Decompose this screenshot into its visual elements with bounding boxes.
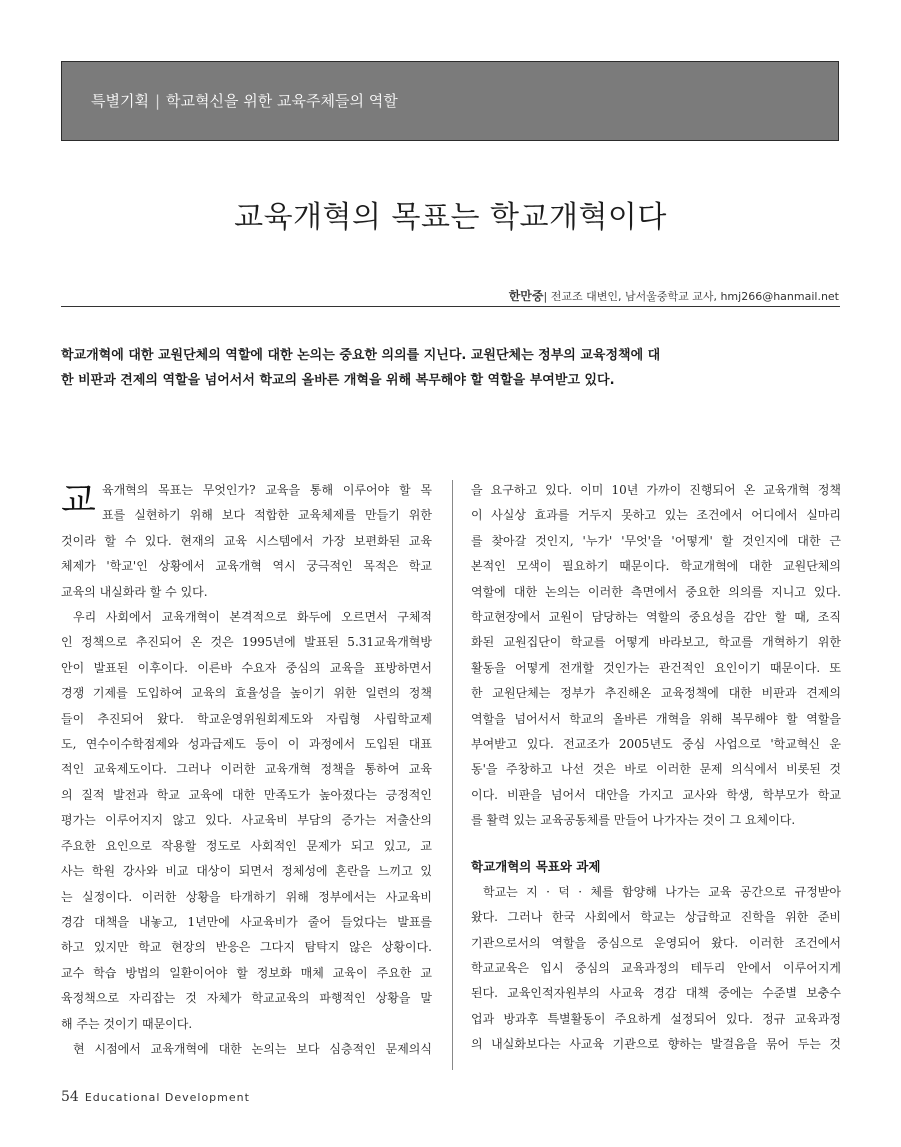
article-title: 교육개혁의 목표는 학교개혁이다: [234, 200, 667, 235]
banner-separator: |: [154, 92, 161, 110]
body-line: 역할에 대한 논의는 이러한 측면에서 중요한 의의를 지니고 있다.: [471, 584, 841, 599]
body-line: 학교현장에서 교원이 담당하는 역할의 중요성을 감안 할 때, 조직: [471, 610, 841, 625]
body-line: 교육의 내실화라 할 수 있다.: [61, 584, 208, 599]
body-column-left: [61, 478, 432, 1062]
page-footer: [61, 1086, 250, 1105]
banner-topic: 학교혁신을 위한 교육주체들의 역할: [166, 92, 398, 110]
body-line: 의 질적 발전과 학교 교육에 대한 만족도가 높아졌다는 긍정적인: [61, 787, 432, 802]
body-line: 도, 연수이수학점제와 성과급제도 등이 이 과정에서 도입된 대표: [61, 737, 432, 752]
body-line: 육개혁의 목표는 무엇인가? 교육을 통해 이루어야 할 목: [102, 483, 432, 497]
header-rule: [61, 306, 840, 307]
body-line: 학교는 지 · 덕 · 체를 함양해 나가는 교육 공간으로 규정받아: [483, 884, 841, 899]
journal-name: Educational Development: [84, 1091, 250, 1104]
body-line: 된다. 교육인적자원부의 사교육 경감 대책 중에는 수준별 보충수: [471, 986, 841, 1001]
body-line: 화된 교원집단이 학교를 어떻게 바라보고, 학교를 개혁하기 위한: [471, 635, 841, 650]
body-line: 안이 발표된 이후이다. 이른바 수요자 중심의 교육을 표방하면서: [61, 660, 432, 675]
body-line: 의 내실화보다는 사교육 기관으로 향하는 발걸음을 묶어 두는 것: [471, 1037, 841, 1052]
body-line: 을 요구하고 있다. 이미 10년 가까이 진행되어 온 교육개혁 정책: [471, 483, 841, 497]
body-line: 주요한 요인으로 작용할 정도로 사회적인 문제가 되고 있고, 교: [61, 838, 432, 853]
body-line: 것이라 할 수 있다. 현재의 교육 시스템에서 가장 보편화된 교육: [61, 533, 432, 548]
body-line: 동'을 주창하고 나선 것은 바로 이러한 문제 의식에서 비롯된 것: [471, 762, 841, 777]
body-line: 육정책으로 자리잡는 것 자체가 학교교육의 파행적인 상황을 말: [61, 991, 432, 1006]
body-line: 사는 학원 강사와 비교 대상이 되면서 정체성에 혼란을 느끼고 있: [61, 864, 432, 879]
body-line: 경쟁 기제를 도입하여 교육의 효율성을 높이기 위한 일련의 정책: [61, 686, 432, 701]
body-line: 업과 방과후 특별활동이 주요하게 설정되어 있다. 정규 교육과정: [471, 1011, 841, 1026]
body-line: 현 시점에서 교육개혁에 대한 논의는 보다 심층적인 문제의식: [73, 1041, 432, 1056]
body-line: 는 실정이다. 이러한 상황을 타개하기 위해 정부에서는 사교육비: [61, 889, 432, 904]
body-line: 하고 있지만 학교 현장의 반응은 그다지 탐탁지 않은 상황이다.: [61, 940, 432, 955]
banner-text: [91, 90, 398, 111]
body-line: 활동을 어떻게 전개할 것인가는 관건적인 요인이기 때문이다. 또: [471, 660, 841, 675]
body-line: 적인 교육제도이다. 그러나 이러한 교육개혁 정책을 통하여 교육: [61, 762, 432, 777]
summary-line: 한 비판과 견제의 역할을 넘어서서 학교의 올바른 개혁을 위해 복무해야 할 역할을 부여받고 있다.: [61, 373, 615, 388]
body-line: 부여받고 있다. 전교조가 2005년도 중심 사업으로 '학교혁신 운: [471, 737, 841, 752]
summary-line: 학교개혁에 대한 교원단체의 역할에 대한 논의는 중요한 의의를 지닌다. 교원단체는 정부의 교육정책에 대: [61, 348, 661, 363]
body-line: 를 활력 있는 교육공동체를 만들어 나가자는 것이 그 요체이다.: [471, 813, 796, 828]
banner-series: 특별기획: [91, 92, 149, 110]
page-number: 54: [61, 1089, 79, 1105]
body-line: 를 찾아갈 것인지, '누가' '무엇'을 '어떻게' 할 것인지에 대한 근: [471, 533, 841, 548]
column-divider: [452, 480, 453, 1070]
body-line: 이 사실상 효과를 거두지 못하고 있는 조건에서 어디에서 실마리: [471, 508, 841, 523]
body-line: 학교교육은 입시 중심의 교육과정의 테두리 안에서 이루어지게: [471, 960, 841, 975]
body-line: 이다. 비판을 넘어서 대안을 가지고 교사와 학생, 학부모가 학교: [471, 787, 841, 802]
body-line: 한 교원단체는 정부가 추진해온 교육정책에 대한 비판과 견제의: [471, 686, 841, 701]
body-line: 본적인 모색이 필요하기 때문이다. 학교개혁에 대한 교원단체의: [471, 559, 841, 574]
body-line: 들이 추진되어 왔다. 학교운영위원회제도와 자립형 사립학교제: [61, 711, 432, 726]
section-heading: 학교개혁의 목표와 과제: [471, 858, 601, 874]
body-line: 역할을 넘어서서 학교의 올바른 개혁을 위해 복무해야 할 역할을: [471, 711, 841, 726]
body-line: 인 정책으로 추진되어 온 것은 1995년에 발표된 5.31교육개혁방: [61, 635, 432, 650]
body-line: 평가는 이루어지지 않고 있다. 사교육비 부담의 증가는 저출산의: [61, 813, 432, 828]
body-line: 경감 대책을 내놓고, 1년만에 사교육비가 줄어 들었다는 발표를: [61, 914, 432, 929]
article-summary: [61, 343, 841, 393]
body-column-right: [471, 478, 841, 1058]
author-byline: [509, 287, 839, 304]
section-banner: [61, 61, 839, 141]
body-line: 체제가 '학교'인 상황에서 교육개혁 역시 궁극적인 목적은 학교: [61, 559, 432, 574]
body-line: 우리 사회에서 교육개혁이 본격적으로 화두에 오르면서 구체적: [73, 610, 432, 625]
body-line: 표를 실현하기 위해 보다 적합한 교육체제를 만들기 위한: [102, 508, 432, 523]
body-line: 교수 학습 방법의 일환이어야 할 정보화 매체 교육이 주요한 교: [61, 965, 432, 980]
drop-cap: 교: [61, 480, 96, 521]
author-info: 전교조 대변인, 남서울중학교 교사, hmj266@hanmail.net: [547, 290, 839, 303]
author-name: 한만중: [508, 289, 544, 303]
body-line: 기관으로서의 역할을 중심으로 운영되어 왔다. 이러한 조건에서: [471, 935, 841, 950]
body-line: 해 주는 것이기 때문이다.: [61, 1016, 193, 1031]
author-separator: |: [543, 290, 548, 303]
body-line: 왔다. 그러나 한국 사회에서 학교는 상급학교 진학을 위한 준비: [471, 910, 841, 925]
